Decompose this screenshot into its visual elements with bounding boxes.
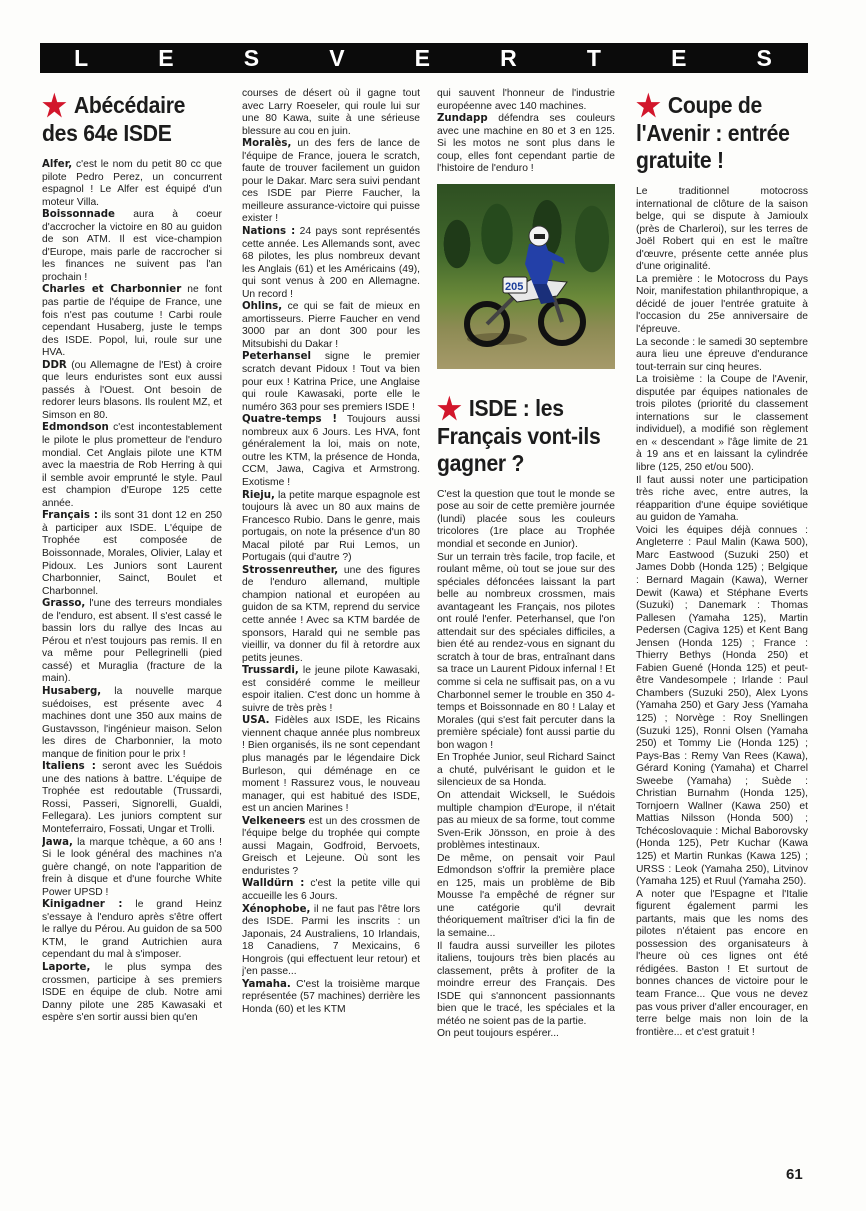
entry-text: la marque tchèque, a 60 ans ! Si le look général des machines n'a guère changé, on note l'apparition de frein à disque et d'une fourche White Power UPSD ! xyxy=(42,836,222,898)
entry xyxy=(42,598,222,686)
entry-keyword: Walldürn : xyxy=(242,878,305,890)
column-abecedaire-2 xyxy=(242,88,420,1196)
entry-text: courses de désert où il gagne tout avec Larry Roeseler, qui roule lui sur une 80 Kawa, suite à une sérieuse blessure au cou en juin. xyxy=(242,88,420,137)
entry-text: Toujours aussi nombreux aux 6 Jours. Les HVA, font généralement la loi, mais on note, outre les KTM, la présence de Honda, CCM, Jawa, Cagiva et Armstrong. Exotisme ! xyxy=(242,414,420,488)
entry-keyword: Boissonnade xyxy=(42,209,115,221)
entry-text: Fidèles aux ISDE, les Ricains viennent chaque année plus nombreux ! Bien organisés, ils ne sont cependant plus managés par le légendaire Dick Burleson, qui déménage en ce moment ! Rassurez vous, le nouveau manager, qui est habitué des ISDE, est un ancien Marines ! xyxy=(242,715,420,815)
paragraph: Il faut aussi noter une participation très riche avec, entre autres, la réapparition d'une équipe soviétique au guidon de Yamaha. xyxy=(636,474,808,524)
entry-keyword: Moralès, xyxy=(242,138,292,150)
entry-text: signe le premier scratch devant Pidoux ! Tout va bien pour eux ! Katrina Price, une Anglaise qui roule Kawasaki, porte elle le numéro 363 pour ses premiers ISDE ! xyxy=(242,351,420,413)
entry-list xyxy=(242,88,420,1016)
star-icon: ★ xyxy=(42,90,67,123)
paragraph: La seconde : le samedi 30 septembre aura lieu une épreuve d'endurance tout-terrain sur cinq heures. xyxy=(636,336,808,373)
paragraph: Voici les équipes déjà connues : Angleterre : Paul Malin (Kawa 500), Marc Eastwood (Suzuki 250) et James Dobb (Honda 125) ; Belgique : Bernard Magain (Kawa), Werner Dewit (Kawa) et Stéphane Everts (Suzuki) ; Danemark : Thomas Pallesen (Yamaha 125), Martin Pedersen (Cagiva 125) et Kent Bang Jensen (Honda 125) ; France : Thierry Bethys (Honda 250) et Fabien Guené (Honda 125) et peut-être Vandesompele ; Irlande : Paul Chambers (Suzuki 250), Alex Lyons (Yamaha 250) et Gary Jess (Yamaha 125) ; Norvège : Roy Snellingen (Suzuki 125), Ronni Olsen (Yamaha 250) et Tommy Lie (Honda 125) ; Pays-Bas : Remy Van Rees (Kawa), Gérard Koning (Yamaha) et Charrel Sweebe (Yamaha) ; Suède : Christian Burnahm (Honda 125), Tornjoern Wallner (Kawa 250) et Mattias Nilsson (Honda 500) ; Tchécoslovaquie : Michal Baborovsky (Honda 125), Petr Kuchar (Kawa 125) et Martin Runkas (Kawa 125) ; URSS : Leok (Yamaha 250), Litvinov (Yamaha 125) et Ruul (Yamaha 250). xyxy=(636,524,808,888)
entry-text: le plus sympa des crossmen, participe à ses premiers ISDE en équipe de club. Notre ami Danny pilote une 285 Kawasaki et espère s'en sortir aussi bien qu'en xyxy=(42,962,222,1024)
entry-text: C'est la troisième marque représentée (57 machines) derrière les Honda (60) et les KTM xyxy=(242,978,420,1015)
headline-text: Coupe de l'Avenir : entrée gratuite ! xyxy=(636,92,790,173)
entry-keyword: Zundapp xyxy=(437,113,488,125)
paragraph: C'est la question que tout le monde se pose au soir de cette première journée (lundi) placée sous les couleurs tricolores (1re place au Trophée mondial et seconde en Junior). xyxy=(437,488,615,551)
headline-isde xyxy=(437,392,601,477)
entry-keyword: Peterhansel xyxy=(242,351,312,363)
entry-text: aura à coeur d'accrocher la victoire en 80 au guidon de son ATM. Il est vice-champion d'Europe, mais parle de raccrocher si les finances ne suivent pas l'an prochain ! xyxy=(42,209,222,283)
entry-list xyxy=(42,159,222,1025)
entry-text: c'est la petite ville qui accueille les 6 Jours. xyxy=(242,878,420,902)
headline-text: Abécédaire des 64e ISDE xyxy=(42,92,186,146)
banner-letter: L xyxy=(74,44,91,71)
entry xyxy=(242,301,420,351)
banner-letter: S xyxy=(756,44,774,71)
entry-keyword: Français : xyxy=(42,510,99,522)
banner-letter: E xyxy=(414,44,432,71)
entry xyxy=(242,878,420,903)
entry-text: il ne faut pas l'être lors des ISDE. Parmi les inscrits : un Japonais, 24 Australiens, 10 Irlandais, 18 Canadiens, 7 Mexicains, 6 Hongrois (qui effectuent leur retour) et j'en passe... xyxy=(242,903,420,978)
entry xyxy=(242,715,420,815)
headline-abecedaire xyxy=(42,92,208,147)
entry xyxy=(242,138,420,226)
entry xyxy=(242,414,420,489)
column-coupe-avenir xyxy=(636,88,808,1196)
article-body xyxy=(636,186,808,1039)
entry-text: la petite marque espagnole est toujours là avec un 80 aux mains de Francesco Rubio. Dans le genre, mais portugais, on note la présence d'un 80 Macal piloté par Rui Lemos, un Portugais (qui d'autre ?) xyxy=(242,489,420,564)
entry-keyword: DDR xyxy=(42,359,67,371)
entry xyxy=(42,837,222,900)
entry xyxy=(42,510,222,598)
entry-text: est un des crossmen de l'équipe belge du trophée qui compte aussi Magain, Godfroid, Bervoets, Greisch et Lejeune. Où sont les enduristes ? xyxy=(242,815,420,877)
entry-text: la nouvelle marque suédoises, est présente avec 4 machines dont une 350 aux mains de Gustavsson, l'ingénieur maison. Selon les dires de Charbonnier, la moto manque de finition pour le prix ! xyxy=(42,685,222,760)
page-number: 61 xyxy=(786,1166,803,1183)
paragraph: Le traditionnel motocross international de clôture de la saison belge, qui se dispute à Jamioulx (près de Charleroi), sur les terres de Joël Robert qui en est le maître d'œuvre, présente cette année plus d'une originalité. xyxy=(636,186,808,273)
entry xyxy=(242,88,420,138)
entry xyxy=(42,686,222,761)
entry xyxy=(42,962,222,1025)
entry-text: (ou Allemagne de l'Est) à croire que leurs enduristes sont eux aussi passés à l'Ouest. Ont besoin de redorer leurs blasons. Ils roulent MZ, et Simson en 80. xyxy=(42,359,222,421)
entry-keyword: Kinigadner : xyxy=(42,899,123,911)
entry-text: une des figures de l'enduro allemand, multiple champion national et européen au guidon de sa KTM, reprend du service cette année ! Avec sa KTM bardée de sponsors, Harald qui ne semble pas vieillir, va donner du fil à retordre aux petits jeunes. xyxy=(242,564,420,664)
entry xyxy=(242,490,420,565)
banner-letter: T xyxy=(586,44,603,71)
paragraph: Il faudra aussi surveiller les pilotes italiens, toujours très bien placés au classement, prêts à profiter de la moindre erreur des Français. Des ISDE qui s'annoncent passionnants bien que le tracé, les spéciales et la météo ne soient pas de la partie. xyxy=(437,940,615,1027)
entry-keyword: Strossenreuther, xyxy=(242,564,339,576)
entry-keyword: Velkeneers xyxy=(242,815,306,827)
entry-keyword: Italiens : xyxy=(42,761,96,773)
entry xyxy=(42,209,222,284)
entry xyxy=(242,665,420,715)
entry xyxy=(242,816,420,879)
star-icon: ★ xyxy=(636,90,661,123)
paragraph: De même, on pensait voir Paul Edmondson s'offrir la première place en 125, mais un problème de Bib Mousse l'a empêché de régner sur une catégorie qu'il devrait théoriquement maîtriser d'ici la fin de la semaine... xyxy=(437,852,615,939)
paragraph: En Trophée Junior, seul Richard Sainct a chuté, pulvérisant le guidon et le silencieux de sa Honda. xyxy=(437,752,615,789)
entry xyxy=(42,422,222,510)
paragraph: La troisième : la Coupe de l'Avenir, disputée par équipes nationales de trois pilotes (priorité du classement internations sur le classement individuel), a modifié son règlement en « descendant » l'âge limite de 21 à 19 ans et en laissant la cylindrée libre (125, 250 et/ou 500). xyxy=(636,374,808,474)
entry-text: l'une des terreurs mondiales de l'enduro, est absent. Il s'est cassé le bassin lors du rallye des Incas au Pérou et n'est toujours pas remis. Il en va même pour Pellegrinelli (pied cassé) et Muraglia (fracture de la main). xyxy=(42,598,222,685)
article-body xyxy=(437,489,615,1041)
entry-text: ce qui se fait de mieux en amortisseurs. Pierre Faucher en vend 3000 par an dont 300 pour les Mitsubishi du Dakar ! xyxy=(242,301,420,350)
entry xyxy=(242,226,420,301)
entry-text: le grand Heinz s'essaye à l'enduro après s'être offert le rallye du Pérou. Au guidon de sa 500 KTM, le grand Autrichien aura cependant du mal à s'imposer. xyxy=(42,899,222,961)
headline-coupe xyxy=(636,92,794,174)
entry xyxy=(42,360,222,423)
entry-text: qui sauvent l'honneur de l'industrie européenne avec 140 machines. xyxy=(437,88,615,112)
column-isde xyxy=(437,88,615,1196)
entry xyxy=(437,113,615,176)
paragraph: On peut toujours espérer... xyxy=(437,1028,559,1040)
rider-illustration xyxy=(437,184,615,369)
column-abecedaire-1 xyxy=(42,88,222,1196)
entry-text: c'est le nom du petit 80 cc que pilote Pedro Perez, un concurrent espagnol ! Le Alfer est équipé d'un moteur Villa. xyxy=(42,159,222,208)
entry xyxy=(437,88,615,113)
entry-text: seront avec les Suédois une des nations à battre. L'équipe de Trophée est redoutable (Trussardi, Rossi, Passeri, Signorelli, Gualdi, Fellegara). Les juniors comptent sur Monteferrairo, Fossati, Ungar et Trolli. xyxy=(42,761,222,835)
entry-keyword: Husaberg, xyxy=(42,685,102,697)
entry-keyword: Nations : xyxy=(242,226,296,238)
entry-keyword: Grasso, xyxy=(42,598,86,610)
entry-list xyxy=(437,88,615,176)
race-number: 205 xyxy=(505,280,524,293)
entry-text: ils sont 31 dont 12 en 250 à participer aux ISDE. L'équipe de Trophée est composée de Boissonnade, Morales, Olivier, Lalay et Pidoux. Les Juniors sont Laurent Charbonnier, Sainct, Boulet et Charbonnel. xyxy=(42,510,222,597)
entry-keyword: Charles et Charbonnier xyxy=(42,284,182,296)
entry-text: ne font pas partie de l'équipe de France, une fois n'est pas coutume ! Carbi roule cependant Husaberg, juste le temps des ISDE. Popol, lui, roule sur une HVA. xyxy=(42,284,222,359)
entry-text: un des fers de lance de l'équipe de France, jouera le scratch, faute de trouver facilement un guidon pour le Dakar. Marc sera suivi pendant ces ISDE par Pierre Faucher, la meilleure assurance-victoire qui puisse exister ! xyxy=(242,138,420,225)
entry-keyword: Edmondson xyxy=(42,422,109,434)
banner-letter: V xyxy=(329,44,347,71)
entry-keyword: Jawa, xyxy=(42,836,73,848)
entry-keyword: Yamaha. xyxy=(242,978,291,990)
banner-letter: S xyxy=(243,44,262,71)
entry xyxy=(42,761,222,836)
entry-keyword: USA. xyxy=(242,715,270,727)
entry-keyword: Ohlins, xyxy=(242,301,283,313)
entry-keyword: Laporte, xyxy=(42,962,91,973)
entry-keyword: Quatre-temps ! xyxy=(242,414,338,426)
entry-text: 24 pays sont représentés cette année. Les Allemands sont, avec 68 pilotes, les plus nombreux devant les Anglais (61) et les Américains (49), qui sont venus à 200 en Allemagne. Un record ! xyxy=(242,226,420,300)
banner-letter: R xyxy=(500,44,519,71)
banner-letter: E xyxy=(158,44,176,71)
section-banner xyxy=(40,43,808,73)
paragraph: Sur un terrain très facile, trop facile, et roulant même, où tout se joue sur des spéciales défoncées laissant la part belle au nombreux crossmen, mais avantageant les Français, nos pilotes ont roulé l'enfer. Peterhansel, que l'on attendait sur des spéciales difficiles, a bien été au rendez-vous en signant du scratch à tour de bras, entraînant dans sa trace un Laurent Pidoux infernal ! Et comme si cela ne suffisait pas, on a vu Charbonnel semer le trouble en 350 4-temps et Boissonnade en 80 ! Lalay et Morales (qui s'est fait percuter dans la première spéciale) font aussi partie du bon wagon ! xyxy=(437,551,615,751)
banner-letter: E xyxy=(671,44,689,71)
entry-keyword: Trussardi, xyxy=(242,665,299,677)
entry xyxy=(42,899,222,962)
paragraph: On attendait Wicksell, le Suédois multiple champion d'Europe, il n'était pas au mieux de sa forme, tout comme Sven-Erik Jönsson, en proie à des problèmes intestinaux. xyxy=(437,789,615,852)
paragraph: A noter que l'Espagne et l'Italie figurent également parmi les partants, mais que les noms des pilotes n'étaient pas encore en possession des organisateurs à l'heure où ces lignes ont été rédigées. Baston ! Et surtout de bonnes chances de victoire pour le team France... Que vous ne devez pas vous priver d'aller encourager, en terre belge mais non loin de la frontière... et c'est gratuit ! xyxy=(636,888,808,1038)
entry-text: le jeune pilote Kawasaki, est considéré comme le meilleur espoir italien. C'est donc un homme à suivre de très près ! xyxy=(242,665,420,714)
entry xyxy=(242,565,420,665)
entry-text: c'est incontestablement le pilote le plus prometteur de l'enduro mondial. Cet Anglais pilote une KTM avec la maestria de Rob Herring à qui il semble avoir emprunté le style. Paul est champion d'Europe 125 cette année. xyxy=(42,422,222,509)
star-icon: ★ xyxy=(437,392,462,426)
entry xyxy=(242,979,420,1017)
entry-keyword: Alfer, xyxy=(42,159,73,170)
entry-text: défendra ses couleurs avec une machine en 80 et 3 en 125. Si les motos ne sont plus dans le coup, elles font cependant partie de l'histoire de l'enduro ! xyxy=(437,113,615,175)
entry xyxy=(42,284,222,359)
entry xyxy=(242,904,420,979)
headline-text: ISDE : les Français vont-ils gagner ? xyxy=(437,394,601,476)
entry-keyword: Rieju, xyxy=(242,489,275,501)
entry-keyword: Xénophobe, xyxy=(242,903,311,915)
paragraph: La première : le Motocross du Pays Noir, manifestation philanthropique, a décidé de jouer l'entrée gratuite à l'occasion du 25e anniversaire de l'épreuve. xyxy=(636,273,808,336)
entry xyxy=(242,351,420,414)
entry xyxy=(42,159,222,209)
motocross-photo xyxy=(437,184,615,369)
